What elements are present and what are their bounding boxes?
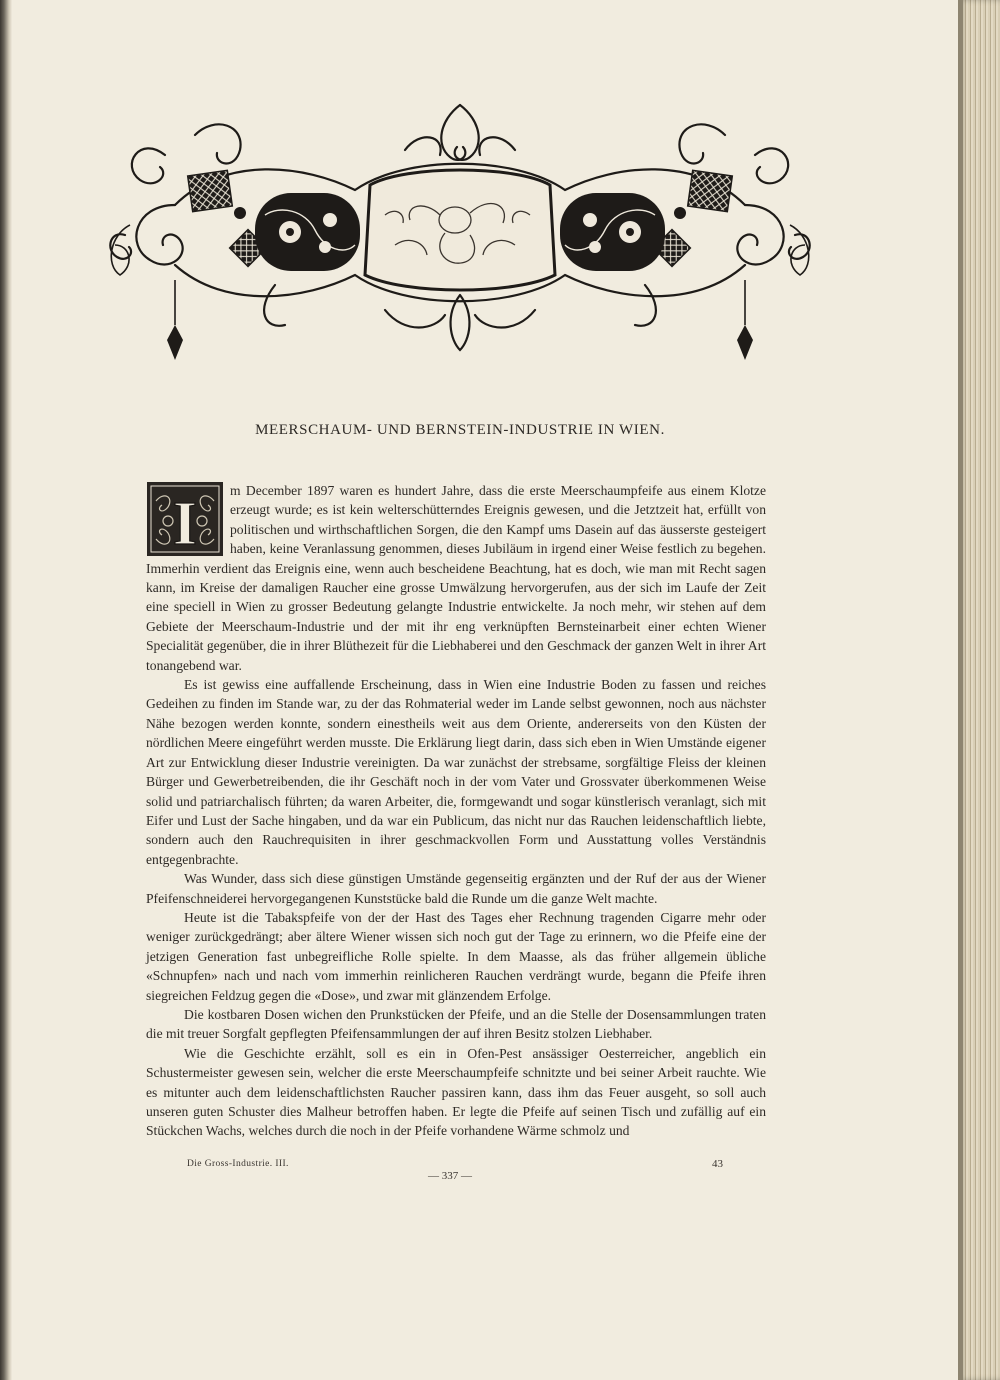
paragraph-1: [146, 481, 766, 675]
article-title: MEERSCHAUM- UND BERNSTEIN-INDUSTRIE IN WIEN.: [255, 422, 665, 438]
footer-sheet-number: 43: [712, 1158, 723, 1170]
decorated-initial-icon: [146, 481, 230, 557]
page-edges: [958, 0, 1000, 1380]
footer-series-title: Die Gross-Industrie. III.: [187, 1159, 289, 1169]
paragraph-4: Heute ist die Tabakspfeife von der der Hast des Tages eher Rechnung tragenden Cigarre mehr oder weniger zurückgedrängt; aber ältere Wiener wissen sich noch gut der Tage zu erinnern, wo die Pfeife eine der jetzigen Generation fast unbegreifliche Rolle spielte. In dem Maasse, als das früher allgemein übliche «Schnupfen» nach und nach vom immerhin reinlicheren Rauchen verdrängt wurde, begann die Pfeife ihren siegreichen Feldzug gegen die «Dose», und zwar mit glänzendem Erfolge.: [146, 909, 766, 1003]
paragraph-5: Die kostbaren Dosen wichen den Prunkstücken der Pfeife, und an die Stelle der Dosensammlungen traten die mit treuer Sorgfalt gepflegten Pfeifensammlungen der auf ihren Besitz stolzen Liebhaber.: [146, 1006, 766, 1042]
binding-edge: [0, 0, 12, 1380]
header-ornament-icon: [105, 95, 815, 370]
paragraph-2: Es ist gewiss eine auffallende Erscheinung, dass in Wien eine Industrie Boden zu fassen und reiches Gedeihen zu finden im Stande war, zu der das Rohmaterial weder im Lande selbst gewonnen, noch aus nächster Nähe bezogen werden konnte, sondern einestheils weit aus dem Oriente, andererseits von den Küsten der nördlichen Meere eingeführt werden musste. Die Erklärung liegt darin, dass sich eben in Wien Umstände eigener Art zur Entwicklung dieser Industrie vereinigten. Da war zunächst der strebsame, sorgfältige Fleiss der kleinen Bürger und Gewerbetreibenden, die ihr Geschäft noch in der vom Vater und Grossvater überkommenen Weise solid und patriarchalisch führten; da waren Arbeiter, die, formgewandt und sogar künstlerisch veranlagt, sich mit Eifer und Lust der Sache hingaben, und da war ein Publicum, das nicht nur das Rauchen leidenschaftlich liebte, sondern auch den Rauchrequisiten in ihrer geschmackvollen Form und Ausstattung volles Verständnis entgegenbrachte.: [146, 677, 766, 867]
paragraph-3: Was Wunder, dass sich diese günstigen Umstände gegenseitig ergänzten und der Ruf der aus der Wiener Pfeifenschneiderei hervorgegangenen Kunststücke bald die Runde um die ganze Welt machte.: [146, 871, 766, 906]
svg-text:I: I: [172, 490, 198, 557]
paragraph-text: m December 1897 waren es hundert Jahre, dass die erste Meerschaumpfeife aus einem Klotze erzeugt wurde; es ist kein welterschütterndes Ereignis gewesen, und die Jetztzeit hat, erfüllt von politischen und wirthschaftlichen Sorgen, die den Kampf ums Dasein auf das äusserste gesteigert haben, keine Veranlassung genommen, dieses Jubiläum in irgend einer Weise festlich zu begehen. Immerhin verdient das Ereignis eine, wenn auch bescheidene Beachtung, hat es doch, wie man mit Recht sagen kann, im Kreise der damaligen Raucher eine grosse Umwälzung hervorgerufen, aus der sich im Laufe der Zeit eine speciell in Wien zu grosser Bedeutung gelangte Industrie entwickelte. Ja noch mehr, wir stehen auf dem Gebiete der Meerschaum-Industrie und der mit ihr eng verknüpften Bernsteinarbeit einer echten Wiener Specialität gegenüber, die in ihrer Blüthezeit für die Liebhaberei und den Geschmack der ganzen Welt in ihrer Art tonangebend war.: [146, 483, 766, 673]
body-text: [146, 481, 766, 1141]
page-number: — 337 —: [428, 1170, 472, 1182]
paragraph-6: Wie die Geschichte erzählt, soll es ein in Ofen-Pest ansässiger Oesterreicher, angeblich ein Schustermeister gewesen sein, welcher die erste Meerschaumpfeife schnitzte und bei seiner Arbeit rauchte. Wie es mitunter auch dem leidenschaftlichsten Raucher passiren kann, dass ihm das Feuer ausgeht, so soll auch unseren guten Schuster dies Malheur betroffen haben. Er legte die Pfeife auf seinen Tisch und zufällig auf ein Stückchen Wachs, welches durch die noch in der Pfeife vorhandene Wärme schmolz und: [146, 1045, 766, 1139]
